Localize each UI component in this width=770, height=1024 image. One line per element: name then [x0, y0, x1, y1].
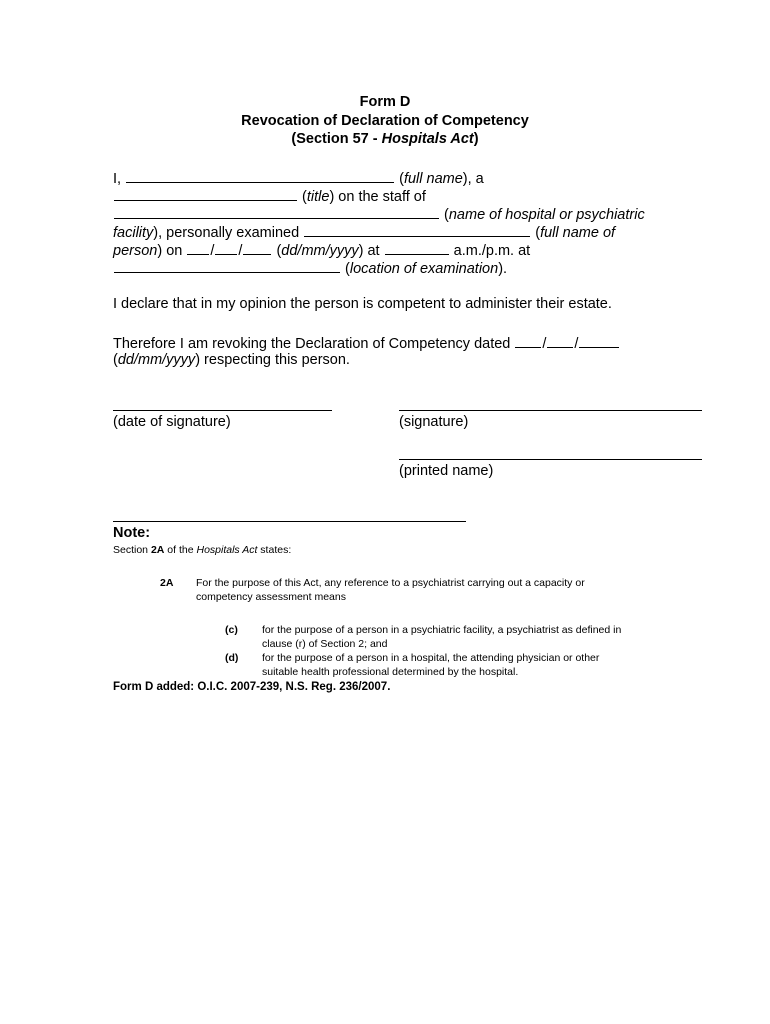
intro-text-3: states:	[257, 544, 292, 556]
section-reference	[0, 131, 770, 147]
revocation-line: Therefore I am revoking the Declaration of Competency dated / /	[113, 334, 620, 352]
form-subtitle: Revocation of Declaration of Competency	[241, 113, 529, 129]
intro-2a: 2A	[150, 544, 165, 556]
line-title: (title) on the staff of	[113, 187, 426, 205]
line-date-time: person) on / / (dd/mm/yyyy) at a.m./p.m. at	[113, 243, 531, 259]
person-name-field[interactable]	[304, 223, 530, 237]
location-field[interactable]	[114, 259, 340, 273]
line-hospital: (name of hospital or psychiatric	[113, 205, 645, 223]
clause-d-text-1: for the purpose of a person in a hospital, the attending physician or other	[262, 652, 600, 664]
revoke-day-field[interactable]	[515, 334, 541, 348]
intro-text-1: Section	[113, 544, 151, 556]
text-ampm: a.m./p.m. at	[453, 243, 531, 259]
text-respecting: ) respecting this person.	[195, 352, 350, 368]
full-name-field[interactable]	[126, 169, 394, 183]
exam-day-field[interactable]	[187, 241, 209, 255]
intro-text-2: of the	[164, 544, 197, 556]
date-signature-line[interactable]	[113, 410, 332, 411]
exam-year-field[interactable]	[243, 241, 271, 255]
line-location: (location of examination).	[113, 259, 507, 277]
hint-revoke-format: dd/mm/yyyy	[117, 352, 196, 368]
note-intro	[113, 544, 291, 556]
clause-text-1: For the purpose of this Act, any reference to a psychiatrist carrying out a capacity or	[196, 577, 585, 589]
form-footer: Form D added: O.I.C. 2007-239, N.S. Reg. 236/2007.	[113, 681, 391, 693]
text-on: ) on	[157, 243, 183, 259]
hint-full-name-of: full name of	[540, 225, 616, 241]
text-at: ) at	[358, 243, 380, 259]
clause-d-text-2: suitable health professional determined by the hospital.	[262, 666, 519, 678]
line-full-name: I, (full name), a	[113, 171, 484, 187]
clause-c-text-2: clause (r) of Section 2; and	[262, 638, 388, 650]
exam-month-field[interactable]	[215, 241, 237, 255]
printed-name-label: (printed name)	[399, 463, 494, 479]
declaration-text: I declare that in my opinion the person is competent to administer their estate.	[113, 296, 612, 312]
revocation-line-2: (dd/mm/yyyy) respecting this person.	[113, 352, 350, 368]
hint-full-name: full name	[403, 171, 463, 187]
exam-time-field[interactable]	[385, 241, 449, 255]
text-i: I,	[113, 171, 122, 187]
section-suffix: )	[473, 131, 479, 147]
revocation-text: Therefore I am revoking the Declaration of Competency dated	[113, 336, 511, 352]
intro-act: Hospitals Act	[196, 544, 258, 556]
hint-location: location of examination	[349, 261, 499, 277]
clause-text-2: competency assessment means	[196, 591, 346, 603]
hint-facility: facility	[113, 225, 154, 241]
hint-hospital: name of hospital or psychiatric	[448, 207, 645, 223]
signature-line[interactable]	[399, 410, 702, 411]
clause-c-label: (c)	[225, 624, 238, 636]
printed-name-line[interactable]	[399, 459, 702, 460]
section-act: Hospitals Act	[381, 131, 474, 147]
clause-c-text-1: for the purpose of a person in a psychiatric facility, a psychiatrist as defined in	[262, 624, 622, 636]
signature-label: (signature)	[399, 414, 469, 430]
hint-title: title	[306, 189, 330, 205]
hint-person: person	[113, 243, 158, 259]
hint-date-format: dd/mm/yyyy	[281, 243, 359, 259]
line-examined: facility), personally examined (full name of	[113, 225, 616, 241]
clause-d-label: (d)	[225, 652, 239, 664]
revoke-year-field[interactable]	[579, 334, 619, 348]
section-prefix: (Section 57 -	[291, 131, 382, 147]
text-examined: ), personally examined	[153, 225, 300, 241]
note-divider	[113, 521, 466, 522]
hospital-field[interactable]	[114, 205, 439, 219]
text-staff: ) on the staff of	[329, 189, 426, 205]
date-signature-label: (date of signature)	[113, 414, 231, 430]
text-a: ), a	[462, 171, 484, 187]
note-heading: Note:	[113, 525, 151, 541]
text-end: ).	[498, 261, 508, 277]
revoke-month-field[interactable]	[547, 334, 573, 348]
title-field[interactable]	[114, 187, 297, 201]
clause-number: 2A	[160, 577, 174, 589]
form-title: Form D	[359, 94, 411, 110]
